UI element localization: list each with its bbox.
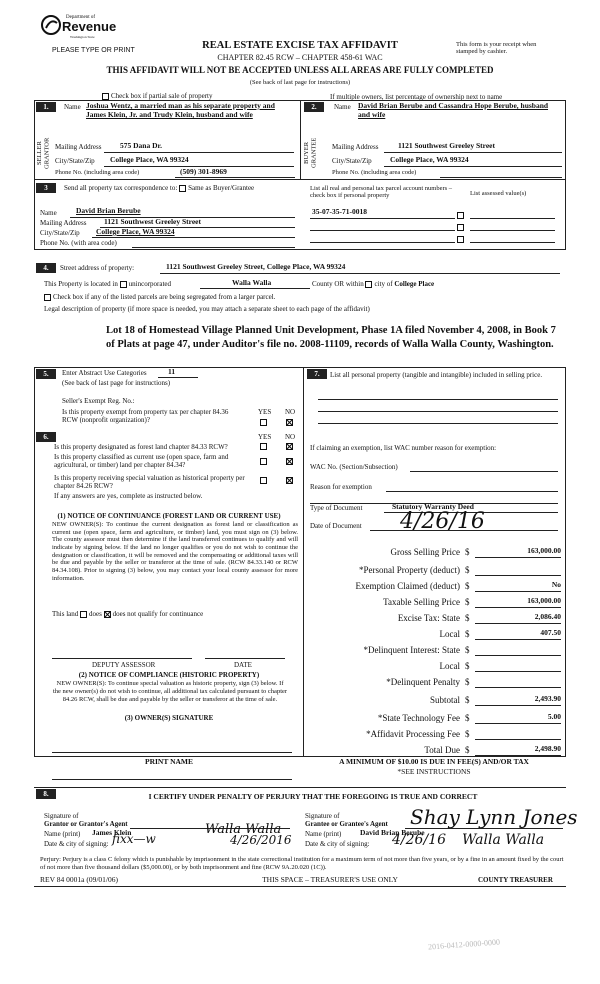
parcel-checkbox-1[interactable]: [457, 211, 466, 219]
fee-currency: $: [465, 695, 470, 705]
county-or: County OR within city of College Place: [312, 280, 435, 288]
current-use-yes-checkbox[interactable]: [260, 457, 269, 465]
seller-name-label: Name: [64, 103, 81, 111]
fee-currency: $: [465, 745, 470, 755]
no-label-5: NO: [285, 408, 296, 416]
section-4-badge: 4.: [36, 263, 56, 273]
corr-city-label: City/State/Zip: [40, 229, 80, 237]
county-treasurer: COUNTY TREASURER: [478, 876, 553, 884]
fee-value[interactable]: 5.00: [475, 713, 561, 724]
section-1-badge: 1.: [36, 102, 56, 112]
logo-tag: Washington State: [70, 35, 95, 39]
same-as-buyer-checkbox[interactable]: [179, 185, 186, 192]
seller-city-label: City/State/Zip: [55, 157, 95, 165]
fee-currency: $: [465, 547, 470, 557]
grantee-date[interactable]: 4/26/16: [392, 832, 446, 848]
fee-value[interactable]: 2,493.90: [475, 695, 561, 706]
seller-mailing-label: Mailing Address: [55, 143, 102, 151]
abstract-label: Enter Abstract Use Categories: [62, 369, 147, 377]
deputy-assessor: DEPUTY ASSESSOR: [92, 661, 156, 669]
buyer-side-label: BUYER GRANTEE: [303, 137, 318, 169]
unincorporated-checkbox[interactable]: [120, 281, 127, 288]
section-5-badge: 5.: [36, 369, 56, 379]
list-personal: List all personal property (tangible and intangible) included in selling price.: [330, 371, 543, 379]
legal-label: Legal description of property (if more space is needed, you may attach a separate sheet to each page of the affidavit): [44, 305, 370, 313]
form-chapter: CHAPTER 82.45 RCW – CHAPTER 458-61 WAC: [217, 53, 383, 62]
parcel-checkbox-3[interactable]: [457, 235, 466, 243]
fee-value[interactable]: [475, 565, 561, 576]
fee-currency: $: [465, 677, 470, 687]
print-name: PRINT NAME: [145, 757, 193, 766]
notice2-title: (2) NOTICE OF COMPLIANCE (HISTORIC PROPERTY): [78, 671, 260, 679]
notice1-body: NEW OWNER(S): To continue the current designation as forest land or classification as current use (open space, farm and agriculture, or timber) land, you must sign on (3) below. The county assessor must then determine if the land transferred continues to qualify and will indicate by signing below. If the land no longer qualifies or you do not wish to continue the designation or classification, it will be removed and the compensating or additional taxes will be due and payable by the seller or transferor at the time of sale. (RCW 84.33.140 or RCW 84.34.108). Prior to signing (3) below, you may contact your local county assessor for more information.: [52, 521, 298, 582]
receipt-note: This form is your receipt when stamped by cashier.: [456, 41, 537, 56]
yes-label-5: YES: [258, 408, 272, 416]
fee-value[interactable]: 2,086.40: [475, 613, 561, 624]
fee-currency: $: [465, 713, 470, 723]
fee-row: [305, 745, 563, 757]
corr-name[interactable]: David Brian Berube: [76, 206, 141, 215]
fee-label: Subtotal: [429, 695, 460, 705]
land-continuance: This land does does not qualify for continuance: [52, 610, 204, 618]
buyer-mailing-label: Mailing Address: [332, 143, 379, 151]
seller-city[interactable]: College Place, WA 99324: [110, 155, 189, 164]
owner-signature: (3) OWNER(S) SIGNATURE: [124, 714, 214, 722]
yes-label-6: YES: [258, 433, 272, 441]
logo-dept: Department of: [66, 15, 96, 20]
street-address[interactable]: 1121 Southwest Greeley Street, College Place, WA 99324: [166, 262, 346, 271]
historic-yes-checkbox[interactable]: [260, 476, 269, 484]
fee-row: [305, 713, 563, 725]
fee-value[interactable]: 163,000.00: [475, 547, 561, 558]
partial-sale: Check box if partial sale of property: [102, 92, 212, 100]
dor-logo: [40, 12, 117, 42]
buyer-phone-label: Phone No. (including area code): [332, 169, 417, 176]
buyer-city-label: City/State/Zip: [332, 157, 372, 165]
fee-value[interactable]: [475, 645, 561, 656]
corr-phone-label: Phone No. (with area code): [40, 239, 117, 247]
form-title: REAL ESTATE EXCISE TAX AFFIDAVIT: [202, 40, 398, 51]
fee-currency: $: [465, 629, 470, 639]
treasurer-space: THIS SPACE – TREASURER'S USE ONLY: [262, 875, 398, 884]
fee-label: Gross Selling Price: [390, 547, 460, 557]
form-warning: THIS AFFIDAVIT WILL NOT BE ACCEPTED UNLESS ALL AREAS ARE FULLY COMPLETED: [106, 65, 494, 75]
fee-value[interactable]: [475, 677, 561, 688]
section5-see-back: (See back of last page for instructions): [62, 379, 171, 387]
notice1-title: (1) NOTICE OF CONTINUANCE (FOREST LAND OR CURRENT USE): [57, 512, 281, 520]
fee-label: *Affidavit Processing Fee: [366, 729, 460, 739]
fee-row: [305, 645, 563, 657]
send-correspondence: Send all property tax correspondence to: Same as Buyer/Grantee: [64, 184, 255, 192]
list-accounts: List all real and personal tax parcel account numbers – check box if personal property: [310, 185, 453, 200]
doc-type[interactable]: Statutory Warranty Deed: [392, 502, 474, 511]
section-7-badge: 7.: [307, 369, 327, 379]
fee-currency: $: [465, 597, 470, 607]
fee-currency: $: [465, 661, 470, 671]
seller-mailing[interactable]: 575 Dana Dr.: [120, 141, 163, 150]
claim-exemption: If claiming an exemption, list WAC number reason for exemption:: [310, 444, 497, 452]
minimum-fee: A MINIMUM OF $10.00 IS DUE IN FEE(S) AND/OR TAX: [339, 757, 529, 766]
legal-description[interactable]: Lot 18 of Homestead Village Planned Unit Development, Phase 1A filed November 4, 2008, in Book 7 of Plats at page 47, under Auditor's file no. 2008-11109, records of Walla Walla County, Washington.: [106, 325, 556, 350]
historic-question: Is this property receiving special valuation as historical property per chapter 84.26 RCW?: [54, 474, 245, 491]
fee-row: [305, 661, 563, 673]
grantor-sig-label: Signature of Grantor or Grantor's Agent: [44, 812, 128, 829]
seller-phone[interactable]: (509) 301-8969: [180, 167, 227, 176]
wac-no: WAC No. (Section/Subsection): [310, 463, 398, 471]
fee-row: [305, 565, 563, 577]
forest-no-checkbox[interactable]: [286, 442, 295, 450]
exempt-reg: Seller's Exempt Reg. No.:: [62, 397, 135, 405]
grantee-date-label: Date & city of signing:: [305, 840, 370, 848]
seller-side-label: SELLER GRANTOR: [36, 137, 51, 169]
fee-row: [305, 613, 563, 625]
fee-row: [305, 547, 563, 559]
fee-value[interactable]: [475, 661, 561, 672]
located-line: This Property is located in unincorporated: [44, 280, 172, 288]
forest-question: Is this property designated as forest land chapter 84.33 RCW?: [54, 443, 228, 451]
if-yes: If any answers are yes, complete as instructed below.: [54, 492, 203, 500]
grantee-sig-label: Signature of Grantee or Grantee's Agent: [305, 812, 388, 829]
parcel-number[interactable]: 35-07-35-71-0018: [312, 207, 367, 216]
grantor-signature: fixx—w: [112, 832, 156, 846]
exempt-yes-checkbox[interactable]: [260, 418, 269, 426]
fee-label: Local: [439, 629, 460, 639]
corr-mailing[interactable]: 1121 Southwest Greeley Street: [104, 217, 201, 226]
fee-value[interactable]: 407.50: [475, 629, 561, 640]
reason-exemption: Reason for exemption: [310, 483, 372, 491]
land-does-checkbox[interactable]: [80, 611, 87, 618]
fee-label: Local: [439, 661, 460, 671]
fee-value[interactable]: 2,498.90: [475, 745, 561, 756]
certify: I CERTIFY UNDER PENALTY OF PERJURY THAT THE FOREGOING IS TRUE AND CORRECT: [148, 792, 478, 801]
doc-date[interactable]: 4/26/16: [400, 509, 485, 534]
grantee-name[interactable]: David Brian Berube: [360, 828, 425, 837]
fee-currency: $: [465, 645, 470, 655]
parcel-checkbox-2[interactable]: [457, 223, 466, 231]
partial-sale-checkbox[interactable]: [102, 93, 109, 100]
section-3-badge: 3: [36, 183, 56, 193]
logo-mark-icon: [40, 14, 62, 36]
rev-number: REV 84 0001a (09/01/06): [40, 875, 118, 884]
corr-name-label: Name: [40, 209, 57, 217]
fee-row: [305, 677, 563, 689]
forest-yes-checkbox[interactable]: [260, 442, 269, 450]
fee-currency: $: [465, 613, 470, 623]
no-label-6: NO: [285, 433, 296, 441]
current-use-question: Is this property classified as current use (open space, farm and agricultural, or timber) land per chapter 84.34?: [54, 453, 229, 470]
fee-value[interactable]: [475, 729, 561, 740]
treasurer-stamp: 2016-0412-0000-0000: [427, 937, 501, 952]
perjury-statement: Perjury: Perjury is a class C felony which is punishable by imprisonment in the state correctional institution for a maximum term of not more than five years, or by a fine in an amount fixed by the court of not more than five thousand dollars ($5,000.00), or by both imprisonment and fine (RCW 9A.20.020 (1C)).: [40, 856, 564, 871]
exempt-no-checkbox[interactable]: [286, 418, 295, 426]
please-type: PLEASE TYPE OR PRINT: [52, 47, 135, 54]
notice2-body: NEW OWNER(S): To continue special valuation as historic property, sign (3) below. If the new owner(s) do not wish to continue, all additional tax calculated pursuant to chapter 84.26 RCW, shall be due and payable by the seller or transferor at the time of sale.: [52, 680, 288, 703]
list-assessed: List assessed value(s): [470, 190, 527, 197]
current-use-no-checkbox[interactable]: [286, 457, 295, 465]
buyer-mailing[interactable]: 1121 Southwest Greeley Street: [398, 141, 495, 150]
grantor-date[interactable]: 4/26/2016: [230, 833, 292, 847]
segregated-checkbox[interactable]: [44, 294, 51, 301]
county-name[interactable]: Walla Walla: [232, 278, 272, 287]
grantor-name[interactable]: James Klein: [92, 828, 132, 837]
segregated-line: Check box if any of the listed parcels are being segregated from a larger parcel.: [44, 293, 275, 301]
doc-date-label: Date of Document: [310, 522, 362, 530]
buyer-city[interactable]: College Place, WA 99324: [390, 155, 469, 164]
fee-label: *Personal Property (deduct): [359, 565, 460, 575]
abstract-category[interactable]: 11: [168, 367, 176, 376]
buyer-name[interactable]: David Brian Berube and Cassandra Hope Berube, husband and wife: [358, 101, 549, 120]
grantor-date-label: Date & city of signing:: [44, 840, 109, 848]
section-8-badge: 8.: [36, 789, 56, 799]
fee-row: [305, 581, 563, 593]
city-name[interactable]: College Place: [394, 280, 435, 288]
exempt-question: Is this property exempt from property tax per chapter 84.36 RCW (nonprofit organization)?: [62, 408, 229, 425]
city-of-checkbox[interactable]: [365, 281, 372, 288]
land-does-not-checkbox[interactable]: [104, 611, 111, 618]
fee-currency: $: [465, 565, 470, 575]
corr-city[interactable]: College Place, WA 99324: [96, 227, 175, 236]
grantor-city-hand[interactable]: Walla Walla: [205, 822, 282, 837]
grantor-name-label: Name (print): [44, 830, 81, 838]
multiple-owners: If multiple owners, list percentage of ownership next to name: [330, 93, 503, 101]
see-instructions: *SEE INSTRUCTIONS: [397, 767, 471, 776]
fee-row: [305, 729, 563, 741]
street-address-label: Street address of property:: [60, 264, 135, 272]
buyer-name-label: Name: [334, 103, 351, 111]
historic-no-checkbox[interactable]: [286, 476, 295, 484]
fee-currency: $: [465, 581, 470, 591]
see-back: (See back of last page for instructions): [249, 79, 351, 86]
fee-row: [305, 629, 563, 641]
fee-value[interactable]: 163,000.00: [475, 597, 561, 608]
fee-currency: $: [465, 729, 470, 739]
fee-label: Exemption Claimed (deduct): [355, 581, 460, 591]
fee-label: Taxable Selling Price: [383, 597, 460, 607]
fee-value[interactable]: No: [475, 581, 561, 592]
fee-label: *Delinquent Interest: State: [363, 645, 460, 655]
logo-name: Revenue: [62, 19, 117, 34]
seller-name[interactable]: Joshua Wentz, a married man as his separate property and James Klein, Jr. and Trudy Klein, husband and wife: [86, 101, 275, 120]
grantee-name-label: Name (print): [305, 830, 342, 838]
grantee-city[interactable]: Walla Walla: [462, 832, 545, 848]
seller-phone-label: Phone No. (including area code): [55, 169, 140, 176]
fee-label: *State Technology Fee: [377, 713, 460, 723]
grantee-signature: Shay Lynn Jones: [410, 805, 578, 829]
doc-type-label: Type of Document: [310, 504, 363, 512]
fee-label: Total Due: [424, 745, 460, 755]
section-6-badge: 6.: [36, 432, 56, 442]
corr-mailing-label: Mailing Address: [40, 219, 87, 227]
fee-row: [305, 597, 563, 609]
fee-label: Excise Tax: State: [397, 613, 460, 623]
assessor-date: DATE: [234, 661, 252, 669]
fee-label: *Delinquent Penalty: [386, 677, 460, 687]
section-2-badge: 2.: [304, 102, 324, 112]
fee-row: [305, 695, 563, 707]
